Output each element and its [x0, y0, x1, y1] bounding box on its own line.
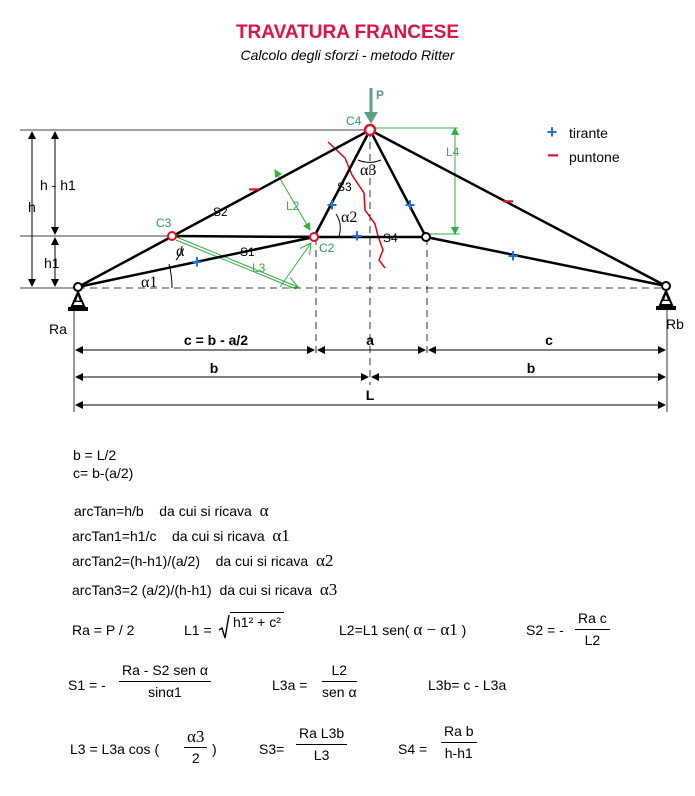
formula-l2-arg: α − α1	[413, 620, 458, 639]
formula-arctan2	[72, 553, 333, 569]
height-h-minus-h1-label: h - h1	[40, 177, 76, 193]
node-right-joint	[422, 233, 430, 241]
node-c2-label: C2	[319, 241, 335, 255]
length-l2-label: L2	[286, 199, 300, 213]
sign-s2: −	[248, 179, 260, 201]
legend-compression-label: puntone	[569, 149, 620, 165]
support-left-symbol: Δ	[74, 293, 82, 305]
page-subtitle: Calcolo degli sforzi - metodo Ritter	[240, 47, 455, 63]
formula-s3-fraction	[296, 725, 347, 764]
formula-arctan3-prefix: arcTan3=2 (a/2)/(h-h1)	[72, 582, 212, 598]
formula-arctan1-suffix: da cui si ricava	[172, 528, 265, 544]
formula-l2	[339, 622, 466, 638]
reaction-ra-label: Ra	[49, 321, 67, 337]
formula-s4-numerator: Ra b	[441, 723, 477, 743]
node-c4-label: C4	[346, 114, 362, 128]
reaction-rb-label: Rb	[666, 316, 684, 332]
sign-tie-right: +	[507, 246, 519, 266]
formula-b-def: b = L/2	[73, 447, 117, 463]
member-s2-label: S2	[213, 205, 228, 219]
formula-s2-denominator: L2	[584, 632, 601, 648]
sign-s4: +	[351, 226, 363, 246]
formula-s3-lhs: S3=	[259, 741, 285, 757]
sqrt-sign-icon	[218, 614, 230, 640]
sign-s3: +	[326, 195, 338, 215]
formula-l3a-numerator: L2	[322, 662, 357, 682]
formula-l3-fraction	[184, 728, 207, 767]
strut-c3-c2	[173, 236, 314, 237]
height-h1-label: h1	[44, 255, 60, 271]
formula-s2-lhs: S2 = -	[526, 622, 564, 638]
formula-ra: Ra = P / 2	[72, 622, 135, 638]
formula-s2-numerator: Ra c	[575, 610, 610, 630]
legend-tension-label: tirante	[569, 125, 608, 141]
node-c2	[310, 233, 318, 241]
formula-arctan2-prefix: arcTan2=(h-h1)/(a/2)	[72, 553, 201, 569]
support-right-symbol: Δ	[662, 292, 670, 304]
formula-arctan-alpha: α	[259, 501, 269, 520]
formula-l3a-denominator: sen α	[322, 684, 357, 700]
node-c3-label: C3	[156, 216, 172, 230]
formula-arctan-prefix: arcTan=h/b	[74, 503, 144, 519]
legend-tension-symbol: +	[546, 122, 558, 142]
formula-s2-fraction	[575, 610, 610, 649]
dim-b-left-label: b	[209, 360, 219, 376]
formula-arctan3-suffix: da cui si ricava	[219, 582, 313, 598]
angle-alpha2-label: α2	[341, 209, 358, 226]
tie-s1-right	[426, 237, 666, 286]
legend-compression-symbol: −	[547, 145, 559, 167]
formula-l1-lhs: L1 =	[184, 622, 212, 638]
formula-l1-radicand: h1² + c²	[230, 612, 284, 630]
node-c4	[365, 125, 375, 135]
formula-s1-lhs: S1 = -	[68, 677, 106, 693]
dim-a-label: a	[366, 332, 374, 348]
formula-l3-lhs: L3 = L3a cos (	[70, 741, 160, 757]
angle-alpha1-label: α1	[141, 274, 158, 291]
formula-l3a-fraction	[322, 662, 357, 701]
guide-lines	[20, 130, 668, 412]
member-s1-label: S1	[240, 245, 255, 259]
page-title: TRAVATURA FRANCESE	[235, 22, 460, 43]
formula-arctan3-alpha3: α3	[319, 580, 338, 599]
load-label: P	[376, 88, 385, 102]
formula-c-def: c= b-(a/2)	[73, 465, 134, 481]
formula-s1-numerator: Ra - S2 sen α	[119, 662, 211, 682]
formula-arctan2-alpha2: α2	[315, 551, 334, 570]
height-h-label: h	[28, 199, 36, 215]
formula-l2-lhs: L2=L1 sen(	[339, 622, 410, 638]
formula-l3b: L3b= c - L3a	[428, 677, 507, 693]
length-l4-label: L4	[446, 145, 460, 159]
member-s4-label: S4	[383, 231, 398, 245]
formula-s1-fraction	[119, 662, 211, 701]
formula-arctan-suffix: da cui si ricava	[159, 503, 252, 519]
formula-arctan1-alpha1: α1	[272, 526, 290, 545]
formula-l1-sqrt	[218, 614, 284, 640]
member-s3-label: S3	[337, 180, 352, 194]
formula-arctan1-prefix: arcTan1=h1/c	[72, 528, 157, 544]
angle-alpha3-label: α3	[360, 162, 377, 179]
formula-s4-lhs: S4 =	[398, 741, 428, 757]
formula-l2-close: )	[461, 622, 467, 638]
formula-s4-fraction	[441, 723, 477, 762]
dim-c-formula-label: c = b - a/2	[183, 332, 249, 348]
sign-right-rafter: −	[502, 191, 514, 213]
formula-l3-numerator: α3	[184, 728, 207, 748]
formula-s4-denominator: h-h1	[444, 745, 473, 761]
dim-b-right-label: b	[526, 360, 536, 376]
dim-l-label: L	[365, 387, 375, 403]
length-l3-label: L3	[252, 261, 266, 275]
legend	[547, 122, 620, 167]
formula-s3-numerator: Ra L3b	[296, 725, 347, 745]
formula-arctan3	[72, 582, 337, 598]
formula-arctan1	[72, 528, 290, 544]
sign-diagonal-right: +	[404, 195, 416, 215]
dim-c-label: c	[545, 332, 553, 348]
formula-l3-denominator: 2	[191, 750, 200, 766]
angle-alpha-label: α	[176, 243, 185, 260]
node-c3	[168, 232, 176, 240]
formula-s3-denominator: L3	[313, 747, 330, 763]
formula-l3-close: )	[212, 741, 217, 757]
formula-s1-denominator: sinα1	[148, 684, 182, 700]
formula-arctan2-suffix: da cui si ricava	[215, 553, 309, 569]
formula-l3a-lhs: L3a =	[272, 677, 308, 693]
formula-arctan	[74, 503, 269, 519]
sign-s1: +	[191, 252, 203, 272]
